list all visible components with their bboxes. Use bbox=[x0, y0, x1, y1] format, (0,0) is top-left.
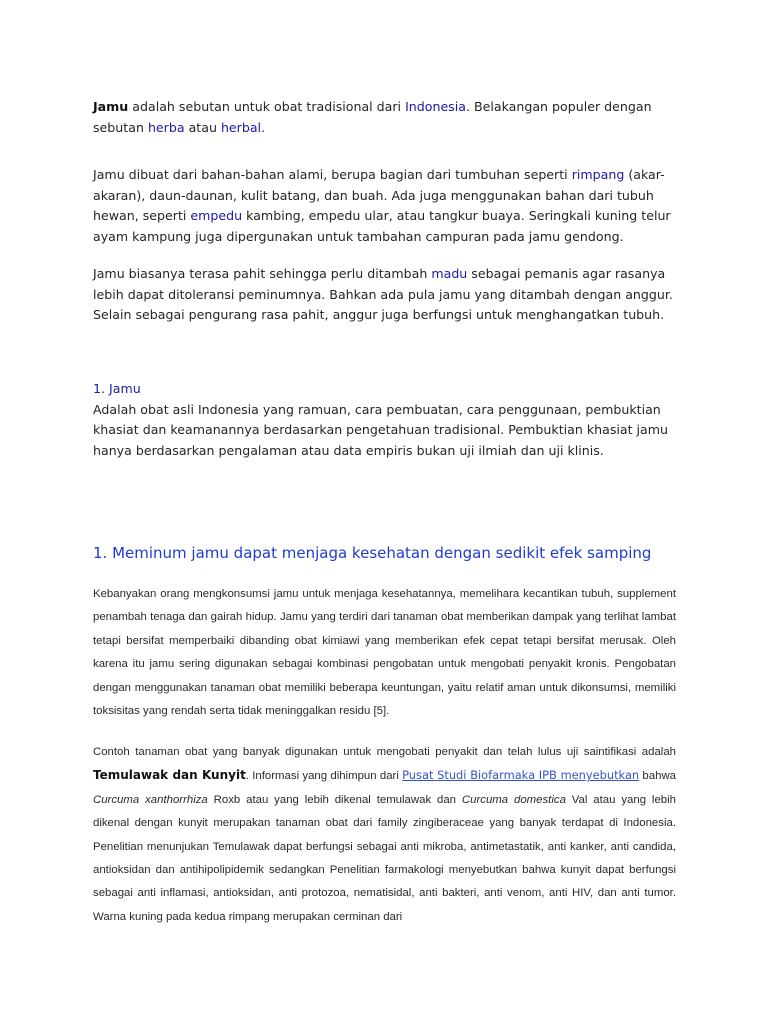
text: (akar-akaran), daun-daunan, kulit batang, dan buah. Ada juga menggunakan bahan dari tubuh hewan, seperti bbox=[93, 167, 665, 223]
link-pusat-studi-biofarmaka[interactable]: Pusat Studi Biofarmaka IPB menyebutkan bbox=[402, 768, 640, 783]
text: Roxb atau yang lebih dikenal temulawak dan bbox=[207, 793, 462, 806]
bold-temulawak-kunyit: Temulawak dan Kunyit bbox=[93, 768, 246, 783]
text: Val atau yang lebih dikenal dengan kunyit merupakan tanaman obat dari family zingiberaceae yang banyak terdapat di Indonesia. Penelitian menunjukan Temulawak dapat berfungsi sebagai anti mikroba, antimetastatik, anti kanker, anti candida, antioksidan dan antihipolipidemik sedangkan Penelitian farmakologi menyebutkan bahwa kunyit dapat berfungsi sebagai anti inflamasi, antioksidan, anti protozoa, nematisidal, anti bakteri, anti venom, anti HIV, dan anti tumor. Warna kuning pada kedua rimpang merupakan cerminan dari bbox=[93, 793, 676, 923]
definition-text: Adalah obat asli Indonesia yang ramuan, cara pembuatan, cara penggunaan, pembuktian khasiat dan keamanannya berdasarkan pengetahuan tradisional. Pembuktian khasiat jamu hanya berdasarkan pengalaman atau data empiris bukan uji ilmiah dan uji klinis. bbox=[93, 401, 669, 458]
paragraph-examples bbox=[93, 741, 676, 929]
link-indonesia[interactable]: Indonesia bbox=[405, 99, 466, 114]
term-jamu: Jamu bbox=[93, 99, 129, 114]
link-rimpang[interactable]: rimpang bbox=[571, 167, 625, 182]
paragraph-intro bbox=[93, 97, 678, 138]
text: . bbox=[261, 119, 266, 135]
text: Jamu biasanya terasa pahit sehingga perlu ditambah bbox=[93, 266, 432, 281]
paragraph-consumption: Kebanyakan orang mengkonsumsi jamu untuk menjaga kesehatannya, memelihara kecantikan tubuh, supplement penambah tenaga dan gairah hidup. Jamu yang terdiri dari tanaman obat memberikan dampak yang terlihat lambat tetapi bersifat memperbaiki dibanding obat kimiawi yang memberikan efek cepat tetapi bersifat merusak. Oleh karena itu jamu sering digunakan sebagai kombinasi pengobatan untuk mengobati penyakit kronis. Pengobatan dengan menggunakan tanaman obat memiliki beberapa keuntungan, yaitu relatif aman untuk dikonsumsi, memiliki toksisitas yang rendah serta tidak meninggalkan residu [5]. bbox=[93, 588, 676, 718]
link-empedu[interactable]: empedu bbox=[190, 208, 243, 223]
text: . Belakangan populer dengan sebutan bbox=[93, 99, 652, 135]
text: adalah sebutan untuk obat tradisional dari bbox=[128, 99, 406, 114]
text: . Informasi yang dihimpun dari bbox=[245, 770, 403, 783]
text: Contoh tanaman obat yang banyak digunakan untuk mengobati penyakit dan telah lulus uji saintifikasi adalah bbox=[93, 746, 676, 758]
definition-label: 1. Jamu bbox=[93, 381, 141, 396]
link-madu[interactable]: madu bbox=[431, 266, 468, 281]
text: atau bbox=[184, 119, 221, 135]
text: Jamu dibuat dari bahan-bahan alami, berupa bagian dari tumbuhan seperti bbox=[93, 167, 572, 182]
italic-curcuma-xanthorrhiza: Curcuma xanthorrhiza bbox=[93, 793, 208, 806]
paragraph-ingredients bbox=[93, 165, 678, 247]
definition-block bbox=[93, 379, 678, 461]
italic-curcuma-domestica: Curcuma domestica bbox=[461, 793, 566, 806]
link-herbal[interactable]: herbal bbox=[220, 119, 262, 135]
text: bahwa bbox=[639, 770, 676, 783]
section-heading: 1. Meminum jamu dapat menjaga kesehatan dengan sedikit efek samping bbox=[93, 544, 652, 562]
paragraph-taste bbox=[93, 264, 678, 326]
text: sebagai pemanis agar rasanya lebih dapat ditoleransi peminumnya. Bahkan ada pula jamu yang ditambah dengan anggur. Selain sebagai pengurang rasa pahit, anggur juga berfungsi untuk menghangatkan tubuh. bbox=[93, 266, 673, 322]
link-herba[interactable]: herba bbox=[147, 119, 185, 135]
text: kambing, empedu ular, atau tangkur buaya. Seringkali kuning telur ayam kampung juga dipergunakan untuk tambahan campuran pada jamu gendong. bbox=[93, 208, 671, 244]
